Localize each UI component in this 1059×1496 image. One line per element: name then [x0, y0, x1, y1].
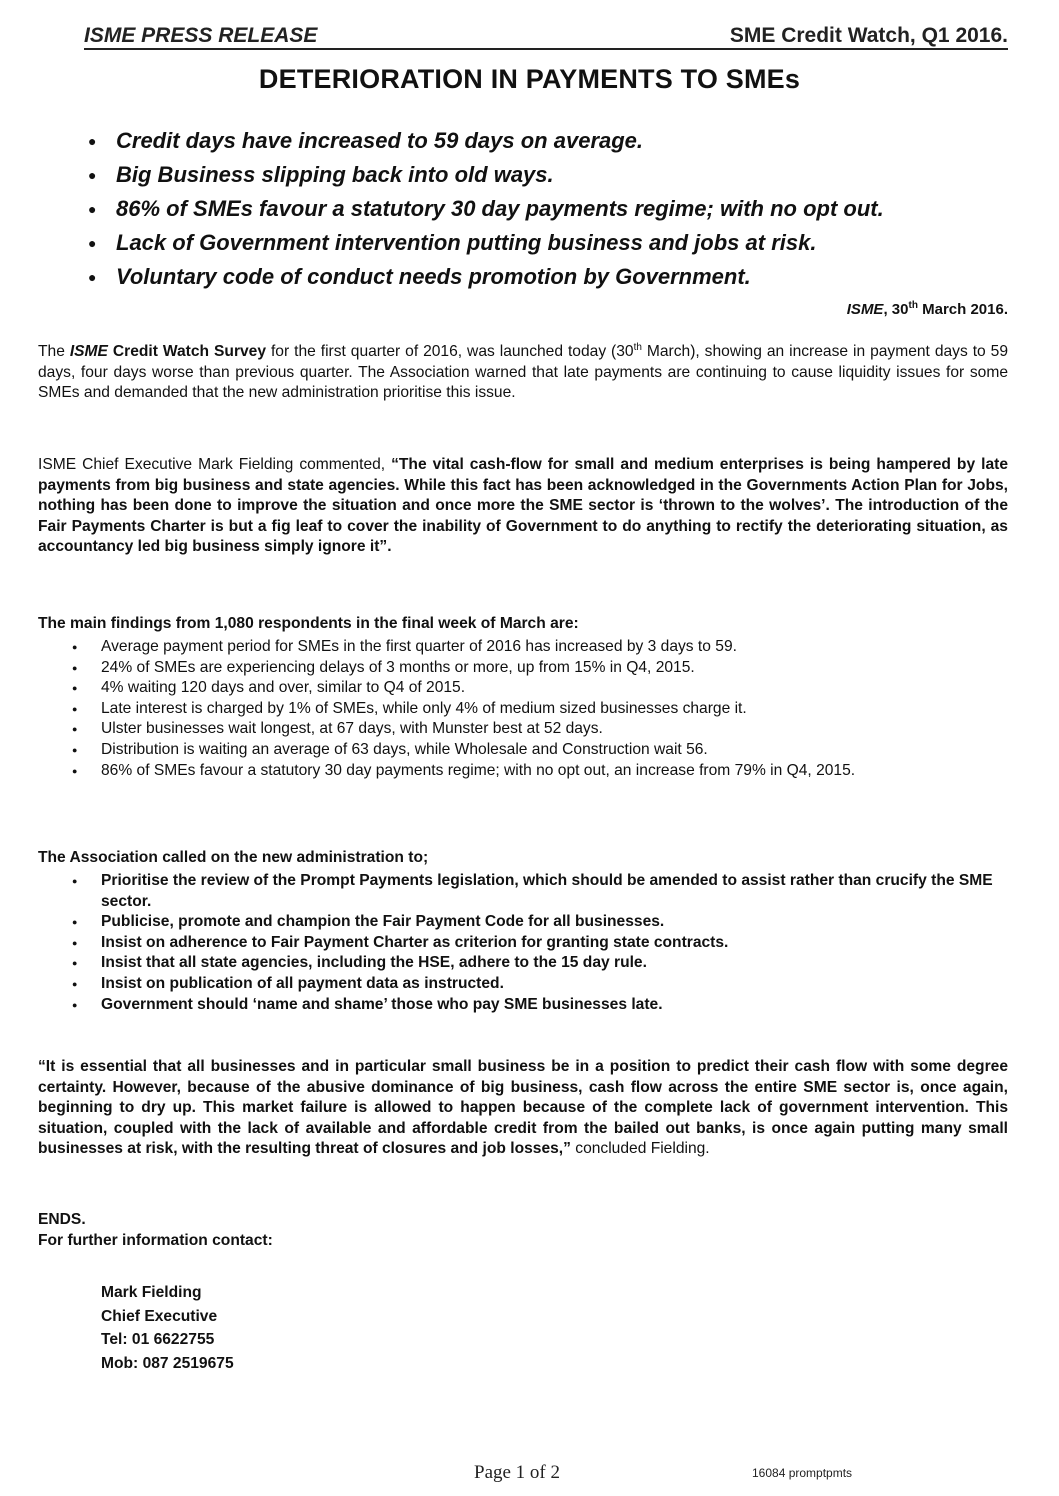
- highlight-item: ● Credit days have increased to 59 days on average.: [84, 124, 1014, 158]
- header-label: ISME PRESS RELEASE: [84, 24, 318, 47]
- closing-quote-paragraph: [38, 1057, 1008, 1160]
- findings-item: ● Late interest is charged by 1% of SMEs, while only 4% of medium sized businesses charge it.: [38, 699, 1008, 720]
- calls-item: ● Publicise, promote and champion the Fair Payment Code for all businesses.: [38, 912, 1008, 933]
- intro-text: The: [38, 343, 70, 360]
- dateline: [847, 300, 1008, 318]
- findings-item: ● 86% of SMEs favour a statutory 30 day payments regime; with no opt out, an increase from 79% in Q4, 2015.: [38, 761, 1008, 782]
- contact-role: Chief Executive: [101, 1307, 218, 1325]
- intro-org: ISME: [69, 343, 108, 360]
- calls-item: ● Insist that all state agencies, including the HSE, adhere to the 15 day rule.: [38, 953, 1008, 974]
- dateline-org: ISME: [846, 301, 884, 318]
- intro-suffix: th: [633, 341, 642, 353]
- closing-quote-attribution: concluded Fielding.: [570, 1140, 710, 1158]
- further-info-label: For further information contact:: [38, 1231, 273, 1249]
- quote-text: “The vital cash-flow for small and medium enterprises is being hampered by late payments from big business and state agencies. While this fact has been acknowledged in the Governments Action Plan for Jobs, nothing has been done to improve the situation and once more the SME sector is ‘thrown to the wolves’. The introduction of the Fair Payments Charter is but a fig leaf to cover the inability of Government to do anything to rectify the deteriorating situation, as accountancy led big business simply ignore it”.: [38, 456, 1008, 556]
- dateline-suffix: th: [908, 300, 918, 311]
- dateline-rest: March 2016.: [917, 301, 1008, 318]
- findings-item: ● Average payment period for SMEs in the first quarter of 2016 has increased by 3 days to 59.: [38, 637, 1008, 658]
- contact-details: [101, 1281, 234, 1375]
- findings-item: ● 4% waiting 120 days and over, similar to Q4 of 2015.: [38, 678, 1008, 699]
- calls-heading: The Association called on the new administration to;: [38, 849, 429, 866]
- document-reference: 16084 promptpmts: [752, 1466, 853, 1480]
- page-header: [84, 22, 1008, 50]
- highlight-item: ● Lack of Government intervention putting business and jobs at risk.: [84, 226, 1014, 260]
- highlight-item: ● Voluntary code of conduct needs promotion by Government.: [84, 260, 1014, 294]
- document-title: DETERIORATION IN PAYMENTS TO SMEs: [258, 64, 801, 94]
- contact-heading: [38, 1210, 273, 1251]
- findings-item: ● 24% of SMEs are experiencing delays of 3 months or more, up from 15% in Q4, 2015.: [38, 658, 1008, 679]
- contact-mobile: Mob: 087 2519675: [101, 1354, 234, 1372]
- calls-item: ● Prioritise the review of the Prompt Payments legislation, which should be amended to assist rather than crucify the SME sector.: [38, 871, 1008, 912]
- ends-marker: ENDS.: [38, 1211, 86, 1228]
- quote-lead: ISME Chief Executive Mark Fielding commented,: [38, 456, 392, 473]
- findings-heading: The main findings from 1,080 respondents in the final week of March are:: [38, 615, 579, 632]
- contact-name: Mark Fielding: [101, 1284, 202, 1301]
- findings-item: ● Distribution is waiting an average of 63 days, while Wholesale and Construction wait 56.: [38, 740, 1008, 761]
- highlight-item: ● 86% of SMEs favour a statutory 30 day payments regime; with no opt out.: [84, 192, 1014, 226]
- page-number: Page 1 of 2: [474, 1462, 561, 1483]
- intro-paragraph: [38, 342, 1008, 404]
- calls-item: ● Insist on adherence to Fair Payment Charter as criterion for granting state contracts.: [38, 933, 1008, 954]
- calls-list: [38, 871, 1008, 1015]
- closing-quote-text: “It is essential that all businesses and in particular small business be in a position to predict their cash flow with some degree certainty. However, because of the abusive dominance of big business, cash flow across the entire SME sector is, once again, beginning to dry up. This market failure is allowed to happen because of the complete lack of government intervention. This situation, coupled with the lack of available and affordable credit from the bailed out banks, is once again putting many small businesses at risk, with the resulting threat of closures and job losses,”: [38, 1058, 1008, 1158]
- intro-text: March), showing an increase in payment days to 59 days, four days worse than previous quarter. The Association warned that late payments are continuing to cause liquidity issues for some SMEs and demanded that the new administration prioritise this issue.: [38, 343, 1008, 402]
- quote-paragraph: [38, 455, 1008, 558]
- findings-item: ● Ulster businesses wait longest, at 67 days, with Munster best at 52 days.: [38, 719, 1008, 740]
- header-survey-name: SME Credit Watch, Q1 2016.: [729, 24, 1008, 47]
- highlights-list: [84, 124, 1014, 294]
- intro-text: for the first quarter of 2016, was launched today (30: [266, 343, 634, 360]
- calls-item: ● Government should ‘name and shame’ those who pay SME businesses late.: [38, 995, 1008, 1016]
- dateline-day: , 30: [883, 301, 909, 318]
- findings-list: [38, 637, 1008, 781]
- highlight-item: ● Big Business slipping back into old ways.: [84, 158, 1014, 192]
- contact-phone: Tel: 01 6622755: [101, 1331, 215, 1348]
- intro-survey-name: Credit Watch Survey: [107, 343, 267, 360]
- calls-item: ● Insist on publication of all payment data as instructed.: [38, 974, 1008, 995]
